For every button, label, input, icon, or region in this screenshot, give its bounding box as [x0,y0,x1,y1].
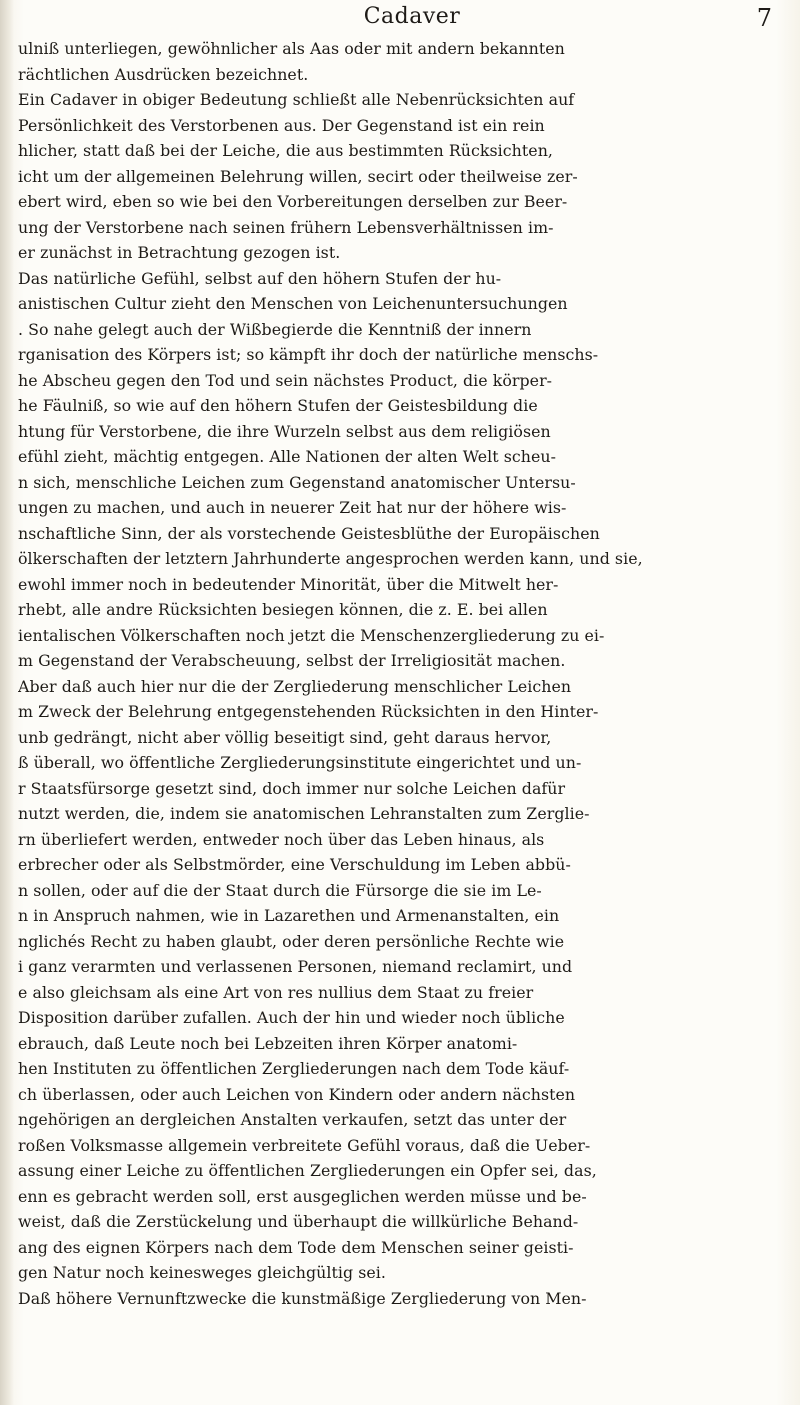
text-line: rächtlichen Ausdrücken bezeichnet. [18,64,309,84]
body-text [18,36,778,1311]
text-line: hen Instituten zu öffentlichen Zergliederungen nach dem Tode käuf- [18,1059,570,1078]
text-line: assung einer Leiche zu öffentlichen Zergliederungen ein Opfer sei, das, [18,1161,597,1180]
text-line: ientalischen Völkerschaften noch jetzt die Menschenzergliederung zu ei- [18,625,605,645]
text-line: ebrauch, daß Leute noch bei Lebzeiten ihren Körper anatomi- [18,1033,518,1053]
text-line: n sollen, oder auf die der Staat durch die Fürsorge die sie im Le- [18,880,542,900]
text-line: htung für Verstorbene, die ihre Wurzeln selbst aus dem religiösen [18,421,551,441]
text-line: Aber daß auch hier nur die der Zergliederung menschlicher Leichen [18,676,572,696]
text-line: r Staatsfürsorge gesetzt sind, doch immer nur solche Leichen dafür [18,778,566,798]
text-line: i ganz verarmten und verlassenen Personen, niemand reclamirt, und [18,957,573,976]
text-line: m Gegenstand der Verabscheuung, selbst der Irreligiosität machen. [18,651,566,670]
text-line: enn es gebracht werden soll, erst ausgeglichen werden müsse und be- [18,1186,587,1206]
text-line: anistischen Cultur zieht den Menschen von Leichenuntersuchungen [18,294,568,313]
text-line: ölkerschaften der letztern Jahrhunderte angesprochen werden kann, und sie, [18,549,643,568]
text-line: m Zweck der Belehrung entgegenstehenden Rücksichten in den Hinter- [18,702,599,721]
text-line: he Fäulniß, so wie auf den höhern Stufen der Geistesbildung die [18,396,538,415]
text-line: he Abscheu gegen den Tod und sein nächstes Product, die körper- [18,370,553,390]
text-line: n sich, menschliche Leichen zum Gegenstand anatomischer Untersu- [18,472,576,492]
text-line: ewohl immer noch in bedeutender Minorität, über die Mitwelt her- [18,574,559,594]
text-line: gen Natur noch keinesweges gleichgültig sei. [18,1263,386,1282]
text-line: erbrecher oder als Selbstmörder, eine Verschuldung im Leben abbü- [18,855,571,874]
text-line: Disposition darüber zufallen. Auch der hin und wieder noch übliche [18,1008,565,1027]
text-line: Daß höhere Vernunftzwecke die kunstmäßige Zergliederung von Men- [18,1288,587,1308]
text-line: . So nahe gelegt auch der Wißbegierde die Kenntniß der innern [18,319,532,339]
text-line: Persönlichkeit des Verstorbenen aus. Der Gegenstand ist ein rein [18,115,545,135]
text-line: Das natürliche Gefühl, selbst auf den höhern Stufen der hu- [18,268,502,288]
text-line: unb gedrängt, nicht aber völlig beseitigt sind, geht daraus hervor, [18,727,552,747]
text-line: rn überliefert werden, entweder noch über das Leben hinaus, als [18,829,545,849]
text-line: ch überlassen, oder auch Leichen von Kindern oder andern nächsten [18,1084,576,1104]
running-head-title: Cadaver [363,4,461,29]
text-line: ung der Verstorbene nach seinen frühern Lebensverhältnissen im- [18,217,554,237]
text-line: ß überall, wo öffentliche Zergliederungsinstitute eingerichtet und un- [18,753,582,772]
text-line: weist, daß die Zerstückelung und überhaupt die willkürliche Behand- [18,1212,579,1231]
book-gutter-shadow [0,0,14,1405]
text-line: er zunächst in Betrachtung gezogen ist. [18,243,341,262]
text-line: nglichés Recht zu haben glaubt, oder deren persönliche Rechte wie [18,931,565,951]
text-line: rganisation des Körpers ist; so kämpft ihr doch der natürliche menschs- [18,345,599,364]
text-line: nutzt werden, die, indem sie anatomischen Lehranstalten zum Zerglie- [18,804,590,823]
text-line: ngehörigen an dergleichen Anstalten verkaufen, setzt das unter der [18,1110,567,1129]
text-line: ungen zu machen, und auch in neuerer Zeit hat nur der höhere wis- [18,498,567,517]
text-line: Ein Cadaver in obiger Bedeutung schließt alle Nebenrücksichten auf [18,90,575,109]
text-line: roßen Volksmasse allgemein verbreitete Gefühl voraus, daß die Ueber- [18,1135,591,1155]
text-line: ebert wird, eben so wie bei den Vorbereitungen derselben zur Beer- [18,192,568,211]
text-line: nschaftliche Sinn, der als vorstechende Geistesblüthe der Europäischen [18,523,600,543]
text-line: rhebt, alle andre Rücksichten besiegen können, die z. E. bei allen [18,600,548,619]
text-line: e also gleichsam als eine Art von res nullius dem Staat zu freier [18,982,534,1002]
text-line: n in Anspruch nahmen, wie in Lazarethen und Armenanstalten, ein [18,906,560,925]
text-line: icht um der allgemeinen Belehrung willen, secirt oder theilweise zer- [18,166,578,186]
page-number: 7 [756,4,772,32]
text-line: ulniß unterliegen, gewöhnlicher als Aas oder mit andern bekannten [18,39,565,58]
running-head [0,4,800,36]
text-line: ang des eignen Körpers nach dem Tode dem Menschen seiner geisti- [18,1237,574,1257]
text-line: hlicher, statt daß bei der Leiche, die aus bestimmten Rücksichten, [18,141,554,160]
text-line: efühl zieht, mächtig entgegen. Alle Nationen der alten Welt scheu- [18,447,557,466]
